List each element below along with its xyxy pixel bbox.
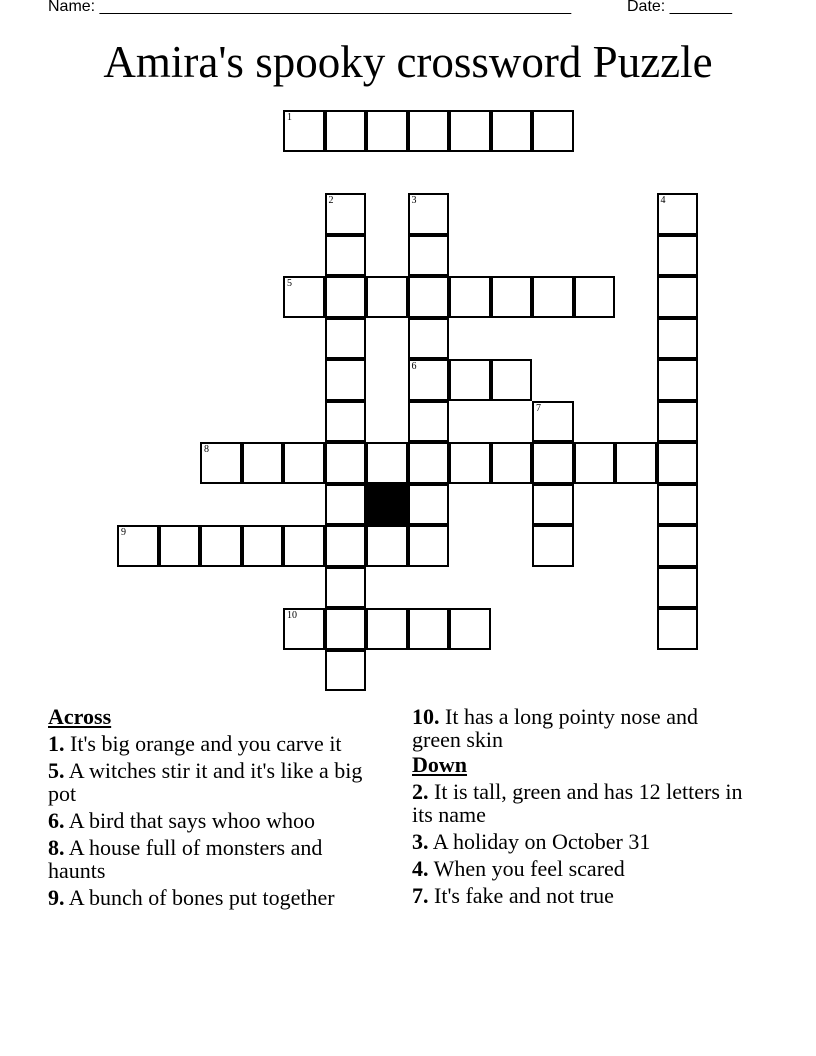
grid-cell[interactable]	[657, 235, 699, 277]
grid-cell[interactable]	[449, 276, 491, 318]
grid-cell[interactable]	[408, 401, 450, 443]
clue-across-8	[48, 836, 378, 882]
clue-number: 5.	[48, 758, 65, 783]
grid-cell[interactable]	[408, 276, 450, 318]
grid-cell[interactable]	[657, 401, 699, 443]
grid-cell[interactable]	[325, 235, 367, 277]
clue-text: It's fake and not true	[434, 883, 614, 908]
grid-cell[interactable]	[408, 442, 450, 484]
grid-cell[interactable]	[283, 608, 325, 650]
clue-number: 3.	[412, 829, 429, 854]
grid-cell[interactable]	[325, 567, 367, 609]
clue-down-2	[412, 780, 752, 826]
grid-cell[interactable]	[366, 276, 408, 318]
grid-cell[interactable]	[325, 318, 367, 360]
grid-cell[interactable]	[408, 235, 450, 277]
clue-number: 6.	[48, 808, 65, 833]
clue-text: A house full of monsters and haunts	[48, 835, 323, 883]
cell-number: 2	[328, 195, 334, 206]
clues-column-right	[412, 703, 752, 907]
grid-cell[interactable]	[325, 525, 367, 567]
clue-number: 1.	[48, 731, 65, 756]
cell-number: 8	[204, 444, 209, 455]
down-heading: Down	[412, 752, 468, 777]
grid-cell[interactable]	[283, 525, 325, 567]
clue-across-5	[48, 759, 378, 805]
cell-number: 5	[287, 278, 292, 289]
grid-cell[interactable]	[283, 276, 325, 318]
grid-cell[interactable]	[657, 193, 699, 235]
grid-cell[interactable]	[242, 525, 284, 567]
cell-number: 3	[411, 195, 417, 206]
clue-across-10	[412, 705, 752, 751]
blocked-cell	[366, 484, 408, 526]
clue-number: 10.	[412, 704, 440, 729]
clue-number: 9.	[48, 885, 65, 910]
grid-cell[interactable]	[283, 442, 325, 484]
clue-text: It is tall, green and has 12 letters in its name	[412, 779, 743, 827]
grid-cell[interactable]	[532, 525, 574, 567]
grid-cell[interactable]	[615, 442, 657, 484]
grid-cell[interactable]	[325, 442, 367, 484]
clue-number: 2.	[412, 779, 429, 804]
cell-number: 6	[411, 361, 417, 372]
grid-cell[interactable]	[242, 442, 284, 484]
clue-text: A bird that says whoo whoo	[68, 808, 316, 833]
grid-cell[interactable]	[574, 442, 616, 484]
grid-cell[interactable]	[491, 442, 533, 484]
grid-cell[interactable]	[408, 484, 450, 526]
clue-number: 4.	[412, 856, 429, 881]
grid-cell[interactable]	[449, 608, 491, 650]
grid-cell[interactable]	[657, 442, 699, 484]
across-heading: Across	[48, 704, 112, 729]
cell-number: 7	[536, 402, 541, 414]
clue-text: When you feel scared	[433, 856, 625, 881]
clue-text: A witches stir it and it's like a big pot	[48, 758, 363, 806]
clues-column-left	[48, 703, 378, 909]
grid-cell[interactable]	[366, 525, 408, 567]
grid-cell[interactable]	[325, 650, 367, 692]
grid-cell[interactable]	[117, 525, 159, 567]
grid-cell[interactable]	[366, 608, 408, 650]
clue-text: It has a long pointy nose and green skin	[412, 704, 698, 752]
grid-cell[interactable]	[491, 276, 533, 318]
grid-cell[interactable]	[366, 442, 408, 484]
cell-number: 9	[121, 527, 126, 538]
cell-number: 10	[287, 610, 297, 621]
date-field-label: Date: _______	[627, 0, 732, 15]
grid-cell[interactable]	[449, 110, 491, 152]
clue-down-7	[412, 884, 752, 907]
grid-cell[interactable]	[408, 110, 450, 152]
clue-across-9	[48, 886, 378, 909]
grid-cell[interactable]	[657, 276, 699, 318]
grid-cell[interactable]	[532, 401, 574, 443]
clue-number: 7.	[412, 883, 429, 908]
grid-cell[interactable]	[657, 525, 699, 567]
grid-cell[interactable]	[408, 608, 450, 650]
name-field-label: Name: _____________________________________________________	[48, 0, 572, 15]
grid-cell[interactable]	[491, 359, 533, 401]
page-title: Amira's spooky crossword Puzzle	[103, 37, 713, 87]
grid-cell[interactable]	[325, 110, 367, 152]
grid-cell[interactable]	[325, 359, 367, 401]
grid-cell[interactable]	[657, 567, 699, 609]
clue-down-4	[412, 857, 752, 880]
grid-cell[interactable]	[532, 276, 574, 318]
grid-cell[interactable]	[657, 318, 699, 360]
grid-cell[interactable]	[325, 484, 367, 526]
grid-cell[interactable]	[532, 442, 574, 484]
clue-down-3	[412, 830, 752, 853]
grid-cell[interactable]	[657, 608, 699, 650]
clue-across-6	[48, 809, 378, 832]
grid-cell[interactable]	[325, 276, 367, 318]
grid-cell[interactable]	[325, 401, 367, 443]
grid-cell[interactable]	[574, 276, 616, 318]
grid-cell[interactable]	[532, 110, 574, 152]
cell-number: 1	[287, 112, 292, 123]
grid-cell[interactable]	[200, 442, 242, 484]
grid-cell[interactable]	[408, 359, 450, 401]
grid-cell[interactable]	[532, 484, 574, 526]
cell-number: 4	[660, 195, 666, 206]
grid-cell[interactable]	[366, 110, 408, 152]
grid-cell[interactable]	[408, 318, 450, 360]
grid-cell[interactable]	[408, 525, 450, 567]
grid-cell[interactable]	[449, 442, 491, 484]
grid-cell[interactable]	[408, 193, 450, 235]
grid-cell[interactable]	[159, 525, 201, 567]
grid-cell[interactable]	[657, 484, 699, 526]
clue-text: A bunch of bones put together	[68, 885, 335, 910]
grid-cell[interactable]	[283, 110, 325, 152]
clue-number: 8.	[48, 835, 65, 860]
clue-text: A holiday on October 31	[432, 829, 651, 854]
grid-cell[interactable]	[657, 359, 699, 401]
grid-cell[interactable]	[449, 359, 491, 401]
clue-across-1	[48, 732, 378, 755]
clue-text: It's big orange and you carve it	[70, 731, 342, 756]
grid-cell[interactable]	[491, 110, 533, 152]
grid-cell[interactable]	[200, 525, 242, 567]
grid-cell[interactable]	[325, 193, 367, 235]
grid-cell[interactable]	[325, 608, 367, 650]
